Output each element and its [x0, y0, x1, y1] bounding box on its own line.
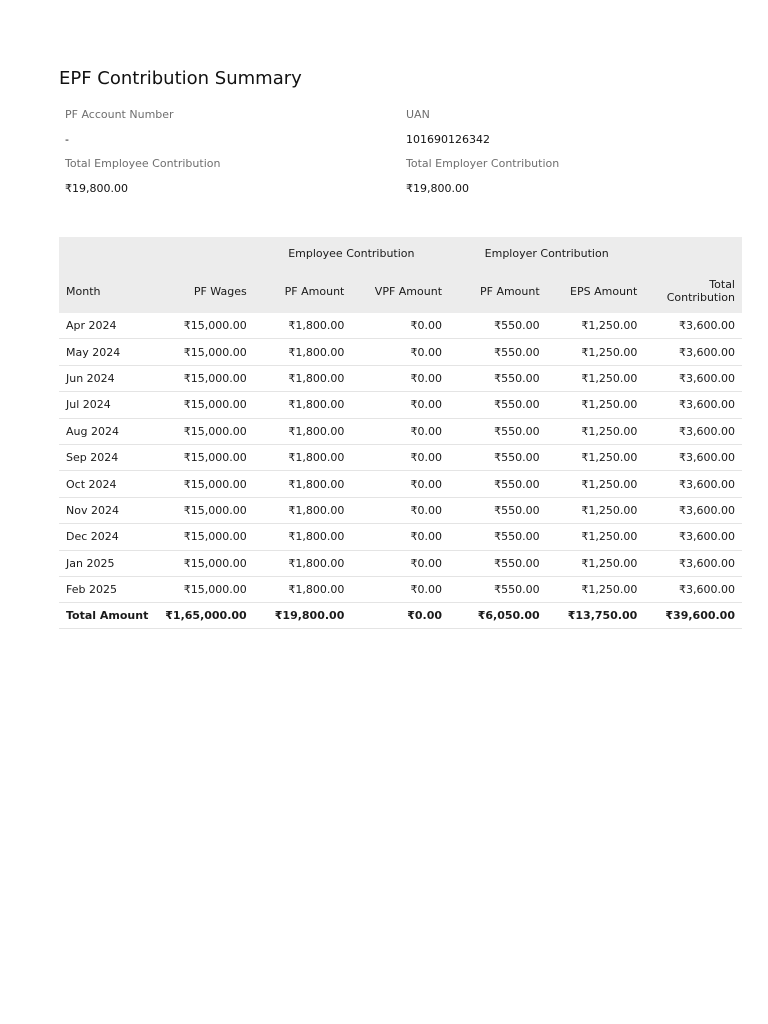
cell-vpf-amount: ₹0.00 — [351, 418, 449, 444]
table-row — [59, 471, 742, 497]
cell-total-contribution: ₹3,600.00 — [644, 418, 742, 444]
column-header-vpf-amount: VPF Amount — [351, 269, 449, 313]
cell-month: Aug 2024 — [59, 418, 156, 444]
cell-vpf-amount: ₹0.00 — [351, 524, 449, 550]
employer-total-field — [406, 155, 748, 204]
table-row — [59, 497, 742, 523]
cell-total-contribution: ₹3,600.00 — [644, 550, 742, 576]
cell-eps-amount: ₹1,250.00 — [547, 444, 645, 470]
cell-month: Jun 2024 — [59, 365, 156, 391]
pf-account-value: - — [65, 133, 69, 146]
account-info — [59, 106, 742, 204]
cell-employee-pf-amount: ₹1,800.00 — [254, 576, 352, 602]
employee-contribution-header: Employee Contribution — [254, 237, 449, 269]
cell-vpf-amount: ₹0.00 — [351, 497, 449, 523]
total-pf-wages: ₹1,65,000.00 — [156, 603, 254, 629]
cell-vpf-amount: ₹0.00 — [351, 444, 449, 470]
cell-month: Apr 2024 — [59, 313, 156, 339]
cell-employee-pf-amount: ₹1,800.00 — [254, 313, 352, 339]
cell-employee-pf-amount: ₹1,800.00 — [254, 550, 352, 576]
table-row — [59, 444, 742, 470]
cell-employee-pf-amount: ₹1,800.00 — [254, 497, 352, 523]
cell-pf-wages: ₹15,000.00 — [156, 471, 254, 497]
table-footer — [59, 603, 742, 629]
cell-month: Sep 2024 — [59, 444, 156, 470]
epf-summary-page — [59, 66, 742, 623]
page-title: EPF Contribution Summary — [59, 68, 302, 89]
cell-total-contribution: ₹3,600.00 — [644, 365, 742, 391]
cell-eps-amount: ₹1,250.00 — [547, 418, 645, 444]
uan-value: 101690126342 — [406, 133, 490, 146]
cell-month: Jan 2025 — [59, 550, 156, 576]
cell-vpf-amount: ₹0.00 — [351, 313, 449, 339]
cell-pf-wages: ₹15,000.00 — [156, 550, 254, 576]
total-eps-amount: ₹13,750.00 — [547, 603, 645, 629]
contribution-table — [59, 237, 742, 629]
cell-employee-pf-amount: ₹1,800.00 — [254, 365, 352, 391]
column-header-employee-pf-amount: PF Amount — [254, 269, 352, 313]
table-row — [59, 313, 742, 339]
cell-month: Dec 2024 — [59, 524, 156, 550]
cell-eps-amount: ₹1,250.00 — [547, 576, 645, 602]
cell-total-contribution: ₹3,600.00 — [644, 524, 742, 550]
cell-employee-pf-amount: ₹1,800.00 — [254, 444, 352, 470]
cell-employer-pf-amount: ₹550.00 — [449, 392, 547, 418]
cell-eps-amount: ₹1,250.00 — [547, 365, 645, 391]
cell-total-contribution: ₹3,600.00 — [644, 576, 742, 602]
table-row — [59, 365, 742, 391]
cell-eps-amount: ₹1,250.00 — [547, 339, 645, 365]
cell-eps-amount: ₹1,250.00 — [547, 550, 645, 576]
cell-pf-wages: ₹15,000.00 — [156, 365, 254, 391]
column-header-month: Month — [59, 269, 156, 313]
cell-employee-pf-amount: ₹1,800.00 — [254, 392, 352, 418]
cell-eps-amount: ₹1,250.00 — [547, 471, 645, 497]
column-header-total-contribution: Total Contribution — [644, 269, 742, 313]
total-employer-pf-amount: ₹6,050.00 — [449, 603, 547, 629]
column-header-employer-pf-amount: PF Amount — [449, 269, 547, 313]
cell-employer-pf-amount: ₹550.00 — [449, 471, 547, 497]
cell-vpf-amount: ₹0.00 — [351, 576, 449, 602]
cell-eps-amount: ₹1,250.00 — [547, 524, 645, 550]
employee-total-label: Total Employee Contribution — [65, 157, 221, 170]
cell-month: Feb 2025 — [59, 576, 156, 602]
table-row — [59, 576, 742, 602]
cell-vpf-amount: ₹0.00 — [351, 550, 449, 576]
employee-total-value: ₹19,800.00 — [65, 182, 128, 195]
cell-total-contribution: ₹3,600.00 — [644, 444, 742, 470]
column-header-pf-wages: PF Wages — [156, 269, 254, 313]
pf-account-label: PF Account Number — [65, 108, 174, 121]
group-header-row — [59, 237, 742, 269]
cell-vpf-amount: ₹0.00 — [351, 365, 449, 391]
cell-employee-pf-amount: ₹1,800.00 — [254, 471, 352, 497]
cell-pf-wages: ₹15,000.00 — [156, 339, 254, 365]
total-vpf-amount: ₹0.00 — [351, 603, 449, 629]
cell-month: May 2024 — [59, 339, 156, 365]
cell-month: Nov 2024 — [59, 497, 156, 523]
cell-employee-pf-amount: ₹1,800.00 — [254, 418, 352, 444]
cell-month: Oct 2024 — [59, 471, 156, 497]
cell-employer-pf-amount: ₹550.00 — [449, 313, 547, 339]
pf-account-field — [65, 106, 406, 155]
cell-month: Jul 2024 — [59, 392, 156, 418]
table-row — [59, 524, 742, 550]
cell-employer-pf-amount: ₹550.00 — [449, 418, 547, 444]
cell-pf-wages: ₹15,000.00 — [156, 392, 254, 418]
cell-total-contribution: ₹3,600.00 — [644, 497, 742, 523]
group-header-spacer — [59, 237, 254, 269]
cell-vpf-amount: ₹0.00 — [351, 339, 449, 365]
cell-pf-wages: ₹15,000.00 — [156, 313, 254, 339]
table-row — [59, 418, 742, 444]
cell-eps-amount: ₹1,250.00 — [547, 313, 645, 339]
cell-pf-wages: ₹15,000.00 — [156, 418, 254, 444]
cell-eps-amount: ₹1,250.00 — [547, 392, 645, 418]
column-header-eps-amount: EPS Amount — [547, 269, 645, 313]
table-body — [59, 313, 742, 603]
column-header-row — [59, 269, 742, 313]
cell-employer-pf-amount: ₹550.00 — [449, 524, 547, 550]
cell-pf-wages: ₹15,000.00 — [156, 576, 254, 602]
cell-employee-pf-amount: ₹1,800.00 — [254, 339, 352, 365]
cell-employer-pf-amount: ₹550.00 — [449, 444, 547, 470]
cell-employer-pf-amount: ₹550.00 — [449, 550, 547, 576]
total-contribution: ₹39,600.00 — [644, 603, 742, 629]
employer-total-label: Total Employer Contribution — [406, 157, 560, 170]
employee-total-field — [65, 155, 406, 204]
cell-total-contribution: ₹3,600.00 — [644, 392, 742, 418]
total-label: Total Amount — [59, 603, 156, 629]
cell-vpf-amount: ₹0.00 — [351, 392, 449, 418]
cell-vpf-amount: ₹0.00 — [351, 471, 449, 497]
cell-pf-wages: ₹15,000.00 — [156, 524, 254, 550]
cell-total-contribution: ₹3,600.00 — [644, 313, 742, 339]
total-row — [59, 603, 742, 629]
cell-eps-amount: ₹1,250.00 — [547, 497, 645, 523]
cell-pf-wages: ₹15,000.00 — [156, 444, 254, 470]
table-header — [59, 237, 742, 313]
cell-total-contribution: ₹3,600.00 — [644, 339, 742, 365]
employer-total-value: ₹19,800.00 — [406, 182, 469, 195]
total-employee-pf-amount: ₹19,800.00 — [254, 603, 352, 629]
cell-pf-wages: ₹15,000.00 — [156, 497, 254, 523]
cell-employer-pf-amount: ₹550.00 — [449, 497, 547, 523]
cell-total-contribution: ₹3,600.00 — [644, 471, 742, 497]
group-header-spacer-end — [644, 237, 742, 269]
cell-employer-pf-amount: ₹550.00 — [449, 339, 547, 365]
cell-employer-pf-amount: ₹550.00 — [449, 576, 547, 602]
cell-employer-pf-amount: ₹550.00 — [449, 365, 547, 391]
uan-field — [406, 106, 748, 155]
employer-contribution-header: Employer Contribution — [449, 237, 644, 269]
cell-employee-pf-amount: ₹1,800.00 — [254, 524, 352, 550]
uan-label: UAN — [406, 108, 430, 121]
table-row — [59, 392, 742, 418]
table-row — [59, 550, 742, 576]
table-row — [59, 339, 742, 365]
